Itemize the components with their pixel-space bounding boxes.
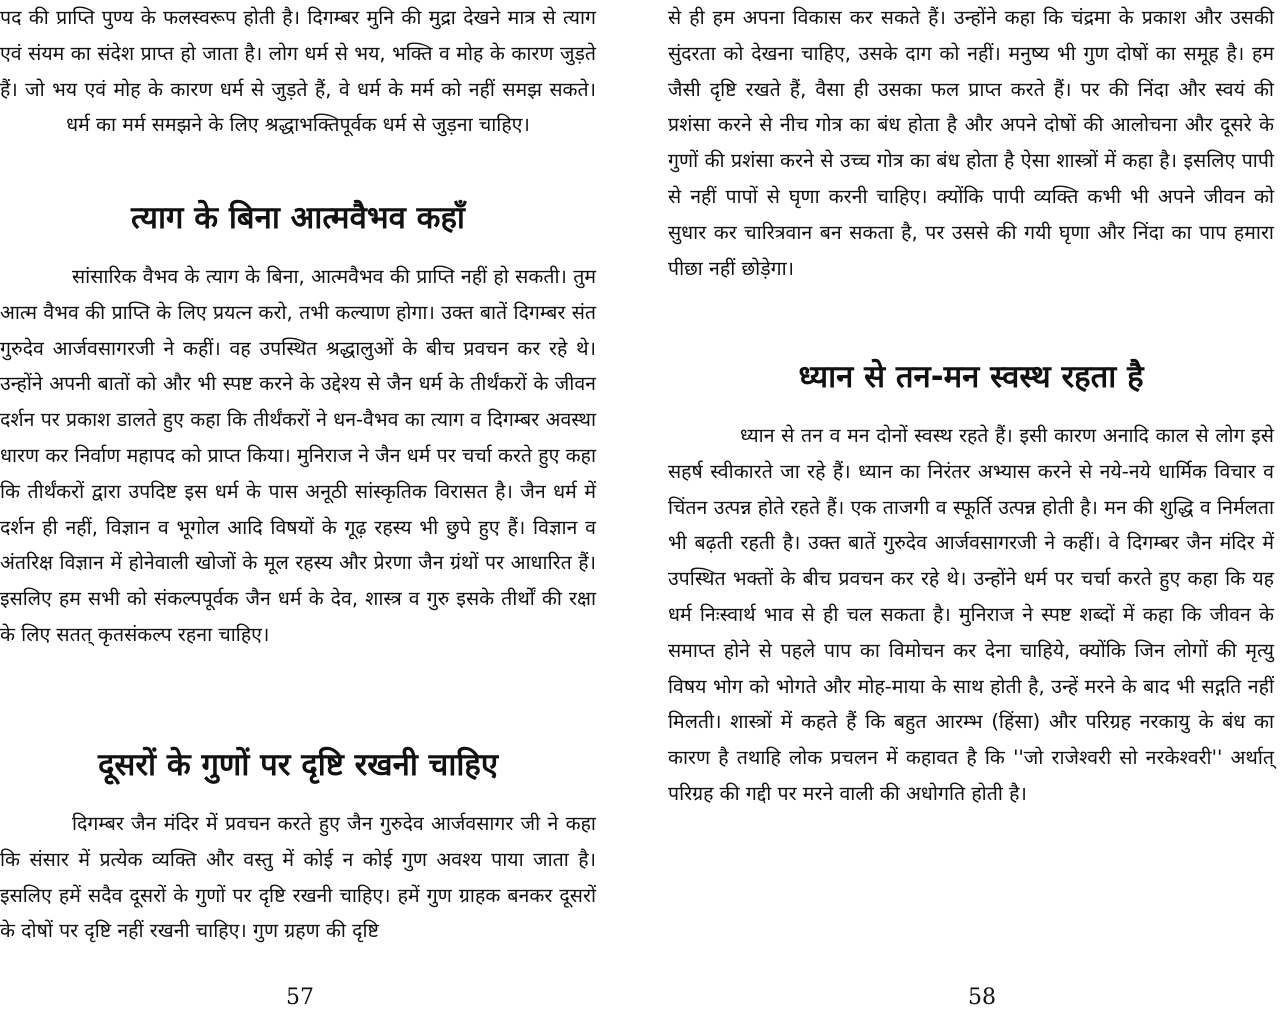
body-paragraph: सांसारिक वैभव के त्याग के बिना, आत्मवैभव की प्राप्ति नहीं हो सकती। तुम आत्म वैभव की प्राप्ति के लिए प्रयत्न करो, तभी कल्याण होगा। उक्त बातें दिगम्बर संत गुरुदेव आर्जवसागरजी ने कहीं। वह उपस्थित श्रद्धालुओं के बीच प्रवचन कर रहे थे। उन्होंने अपनी बातों को और भी स्पष्ट करने के उद्देश्य से जैन धर्म के तीर्थंकरों के जीवन दर्शन पर प्रकाश डालते हुए कहा कि तीर्थंकरों ने धन-वैभव का त्याग व दिगम्बर अवस्था धारण कर निर्वाण महापद को प्राप्त किया। मुनिराज ने जैन धर्म पर चर्चा करते हुए कहा कि तीर्थंकरों द्वारा उपदिष्ट इस धर्म के पास अनूठी सांस्कृतिक विरासत है। जैन धर्म में दर्शन ही नहीं, विज्ञान व भूगोल आदि विषयों के गूढ़ रहस्य भी छुपे हुए हैं। विज्ञान व अंतरिक्ष विज्ञान में होनेवाली खोजों के मूल रहस्य और प्रेरणा जैन ग्रंथों पर आधारित हैं। इसलिए हम सभी को संकल्पपूर्वक जैन धर्म के देव, शास्त्र व गुरु इसके तीर्थों की रक्षा के लिए सतत् कृतसंकल्प रहना चाहिए। — [0, 265, 596, 646]
section-heading: ध्यान से तन-मन स्वस्थ रहता है — [798, 359, 1144, 395]
continued-paragraph: से ही हम अपना विकास कर सकते हैं। उन्होंने कहा कि चंद्रमा के प्रकाश और उसकी सुंदरता को देखना चाहिए, उसके दाग को नहीं। मनुष्य भी गुण दोषों का समूह है। हम जैसी दृष्टि रखते हैं, वैसा ही उसका फल प्राप्त करते हैं। पर की निंदा और स्वयं की प्रशंसा करने से नीच गोत्र का बंध होता है और अपने दोषों की आलोचना और दूसरे के गुणों की प्रशंसा करने से उच्च गोत्र का बंध होता है ऐसा शास्त्रों में कहा है। इसलिए पापी से नहीं पापों से घृणा करनी चाहिए। क्योंकि पापी व्यक्ति कभी भी अपने जीवन को सुधार कर चारित्रवान बन सकता है, पर उससे की गयी घृणा और निंदा का पाप हमारा पीछा नहीं छोड़ेगा। — [668, 6, 1274, 280]
page-number: 57 — [286, 985, 314, 1010]
section-heading: त्याग के बिना आत्मवैभव कहाँ — [131, 200, 465, 236]
continued-paragraph: पद की प्राप्ति पुण्य के फलस्वरूप होती है। दिगम्बर मुनि की मुद्रा देखने मात्र से त्याग एवं संयम का संदेश प्राप्त हो जाता है। लोग धर्म से भय, भक्ति व मोह के कारण जुड़ते हैं। जो भय एवं मोह के कारण धर्म से जुड़ते हैं, वे धर्म के मर्म को नहीं समझ सकते। धर्म का मर्म समझने के लिए श्रद्धाभक्तिपूर्वक धर्म से जुड़ना चाहिए। — [0, 6, 596, 137]
right-page — [668, 0, 1280, 1013]
section-heading: दूसरों के गुणों पर दृष्टि रखनी चाहिए — [97, 747, 499, 783]
left-page — [0, 0, 610, 1013]
page-number: 58 — [968, 985, 996, 1010]
body-paragraph: ध्यान से तन व मन दोनों स्वस्थ रहते हैं। इसी कारण अनादि काल से लोग इसे सहर्ष स्वीकारते जा रहे हैं। ध्यान का निरंतर अभ्यास करने से नये-नये धार्मिक विचार व चिंतन उत्पन्न होते रहते हैं। एक ताजगी व स्फूर्ति उत्पन्न होती है। मन की शुद्धि व निर्मलता भी बढ़ती रहती है। उक्त बातें गुरुदेव आर्जवसागरजी ने कहीं। वे दिगम्बर जैन मंदिर में उपस्थित भक्तों के बीच प्रवचन कर रहे थे। उन्होंने धर्म पर चर्चा करते हुए कहा कि यह धर्म निःस्वार्थ भाव से ही चल सकता है। मुनिराज ने स्पष्ट शब्दों में कहा कि जीवन के समाप्त होने से पहले पाप का विमोचन कर देना चाहिये, क्योंकि जिन लोगों की मृत्यु विषय भोग को भोगते और मोह-माया के साथ होती है, उन्हें मरने के बाद भी सद्गति नहीं मिलती। शास्त्रों में कहते हैं कि बहुत आरम्भ (हिंसा) और परिग्रह नरकायु के बंध का कारण है तथाहि लोक प्रचलन में कहावत है कि ''जो राजेश्वरी सो नरकेश्वरी'' अर्थात् परिग्रह की गद्दी पर मरने वाली की अधोगति होती है। — [668, 424, 1274, 805]
body-paragraph: दिगम्बर जैन मंदिर में प्रवचन करते हुए जैन गुरुदेव आर्जवसागर जी ने कहा कि संसार में प्रत्येक व्यक्ति और वस्तु में कोई न कोई गुण अवश्य पाया जाता है। इसलिए हमें सदैव दूसरों के गुणों पर दृष्टि रखनी चाहिए। हमें गुण ग्राहक बनकर दूसरों के दोषों पर दृष्टि नहीं रखनी चाहिए। गुण ग्रहण की दृष्टि — [0, 812, 596, 943]
